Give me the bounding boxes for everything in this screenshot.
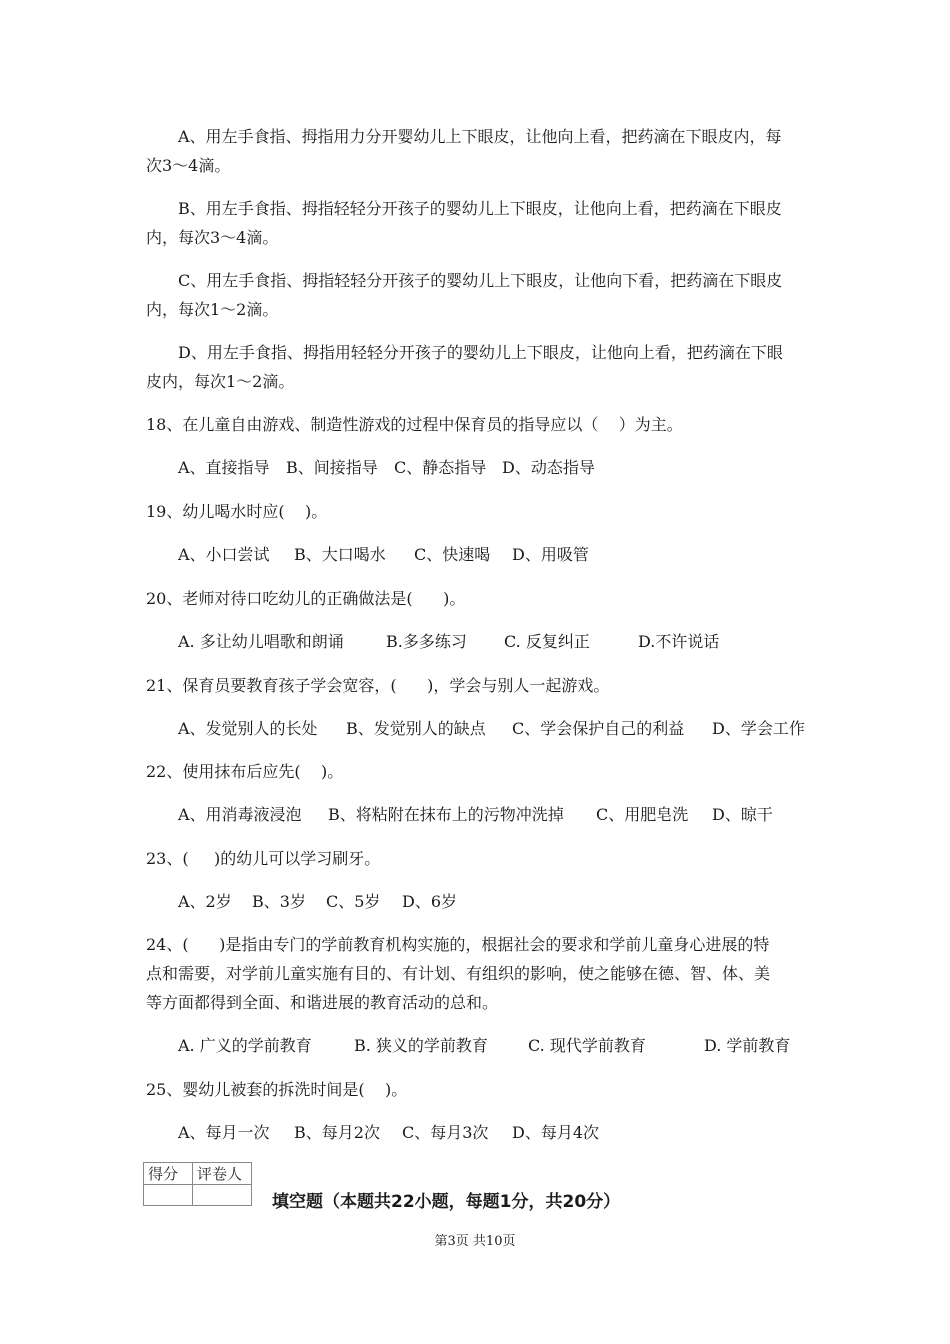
option: C、快速喝 [414,545,491,564]
q17-option-c-line2: 内，每次1～2滴。 [146,300,279,319]
option: C、每月3次 [402,1123,489,1142]
grader-cell[interactable] [193,1185,252,1206]
option: C、用肥皂洗 [596,805,689,824]
q17-option-c-line1: C、用左手食指、拇指轻轻分开孩子的婴幼儿上下眼皮，让他向下看，把药滴在下眼皮 [178,271,783,290]
option: B、间接指导 [286,458,378,477]
option: A、用消毒液浸泡 [178,805,302,824]
q17-option-a-line2: 次3～4滴。 [146,156,231,175]
option: A、每月一次 [178,1123,270,1142]
option: C、5岁 [326,892,381,911]
page-footer: 第3页 共10页 [434,1234,516,1249]
option: D、每月4次 [512,1123,600,1142]
option: C、静态指导 [394,458,487,477]
option: A、直接指导 [178,458,270,477]
q17-option-b-line1: B、用左手食指、拇指轻轻分开孩子的婴幼儿上下眼皮，让他向上看，把药滴在下眼皮 [178,199,782,218]
score-box [143,1162,252,1206]
option: A、发觉别人的长处 [178,719,318,738]
option: D. 学前教育 [704,1036,791,1055]
option: A. 多让幼儿唱歌和朗诵 [178,632,344,651]
option: C. 反复纠正 [504,632,590,651]
option: B. 狭义的学前教育 [354,1036,488,1055]
q17-option-b-line2: 内，每次3～4滴。 [146,228,279,247]
option: B、3岁 [252,892,306,911]
question-18-stem: 18、在儿童自由游戏、制造性游戏的过程中保育员的指导应以（ ）为主。 [146,415,683,434]
option: D、学会工作 [712,719,805,738]
option: D、动态指导 [502,458,595,477]
option: D、用吸管 [512,545,589,564]
option: C. 现代学前教育 [528,1036,646,1055]
option: A. 广义的学前教育 [178,1036,312,1055]
question-24-line2: 点和需要，对学前儿童实施有目的、有计划、有组织的影响，使之能够在德、智、体、美 [146,964,771,983]
question-24-line3: 等方面都得到全面、和谐进展的教育活动的总和。 [146,993,499,1012]
grader-label: 评卷人 [193,1163,252,1185]
q17-option-a-line1: A、用左手食指、拇指用力分开婴幼儿上下眼皮，让他向上看，把药滴在下眼皮内，每 [178,127,782,146]
question-20-stem: 20、老师对待口吃幼儿的正确做法是( )。 [146,589,466,608]
option: B.多多练习 [386,632,467,651]
option: C、学会保护自己的利益 [512,719,685,738]
option: B、将粘附在抹布上的污物冲洗掉 [328,805,564,824]
score-label: 得分 [144,1163,193,1185]
option: B、发觉别人的缺点 [346,719,486,738]
question-25-stem: 25、婴幼儿被套的拆洗时间是( )。 [146,1080,408,1099]
option: D、晾干 [712,805,773,824]
question-24-line1: 24、( )是指由专门的学前教育机构实施的，根据社会的要求和学前儿童身心进展的特 [146,935,770,954]
question-22-stem: 22、使用抹布后应先( )。 [146,762,344,781]
question-21-stem: 21、保育员要教育孩子学会宽容，( )，学会与别人一起游戏。 [146,676,610,695]
option: B、大口喝水 [294,545,386,564]
question-19-stem: 19、幼儿喝水时应( )。 [146,502,328,521]
q17-option-d-line2: 皮内，每次1～2滴。 [146,372,295,391]
option: D、6岁 [402,892,458,911]
score-cell[interactable] [144,1185,193,1206]
option: A、2岁 [178,892,232,911]
option: D.不许说话 [638,632,720,651]
q17-option-d-line1: D、用左手食指、拇指用轻轻分开孩子的婴幼儿上下眼皮，让他向上看，把药滴在下眼 [178,343,783,362]
option: B、每月2次 [294,1123,380,1142]
question-23-stem: 23、( )的幼儿可以学习刷牙。 [146,849,381,868]
option: A、小口尝试 [178,545,270,564]
section-title: 填空题（本题共22小题，每题1分，共20分） [272,1192,621,1212]
